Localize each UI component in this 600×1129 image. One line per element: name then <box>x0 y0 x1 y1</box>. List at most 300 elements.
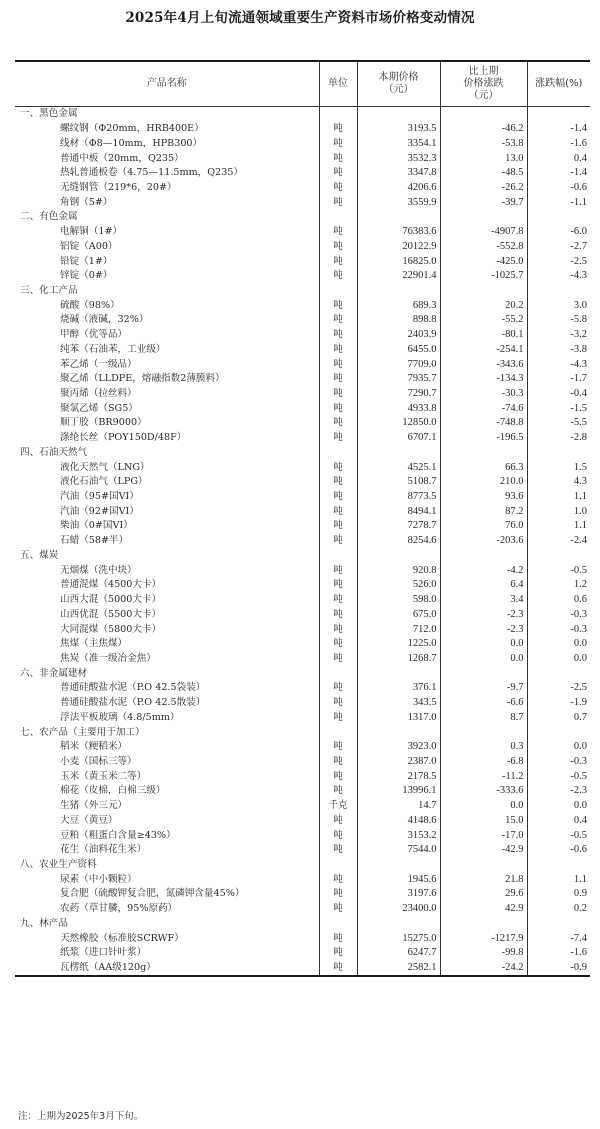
price-cell: 3193.5 <box>357 122 440 137</box>
price-cell: 4933.8 <box>357 401 440 416</box>
table-row <box>15 843 590 858</box>
percent-cell: -2.5 <box>570 255 587 267</box>
product-name: 焦炭（准一级冶金焦） <box>15 652 319 667</box>
table-row <box>15 475 590 490</box>
percent-cell: -1.6 <box>570 947 587 959</box>
category-name: 三、化工产品 <box>15 284 319 299</box>
change-cell: 3.4 <box>440 593 527 608</box>
change-cell: 20.2 <box>440 298 527 313</box>
price-cell: 20122.9 <box>357 239 440 254</box>
change-cell: 8.7 <box>440 710 527 725</box>
unit-cell: 吨 <box>319 313 357 328</box>
percent-cell: -1.4 <box>570 167 587 179</box>
category-row <box>15 858 590 873</box>
percent-cell: 1.1 <box>573 491 587 503</box>
unit-cell <box>319 549 357 564</box>
unit-cell <box>319 725 357 740</box>
table-row <box>15 740 590 755</box>
unit-cell: 吨 <box>319 681 357 696</box>
table-row <box>15 828 590 843</box>
product-name: 稻米（粳稻米） <box>15 740 319 755</box>
unit-cell: 吨 <box>319 696 357 711</box>
product-name: 山西大混（5000大卡） <box>15 593 319 608</box>
unit-cell: 吨 <box>319 622 357 637</box>
category-row <box>15 917 590 932</box>
percent-cell: 1.2 <box>573 579 587 591</box>
percent-cell: -3.8 <box>570 343 587 355</box>
unit-cell: 吨 <box>319 460 357 475</box>
table-row <box>15 931 590 946</box>
category-row <box>15 210 590 225</box>
product-name: 普通中板（20mm，Q235） <box>15 151 319 166</box>
unit-cell: 吨 <box>319 946 357 961</box>
product-name: 石蜡（58#半） <box>15 534 319 549</box>
percent-cell: 0.0 <box>573 800 587 812</box>
table-row <box>15 166 590 181</box>
unit-cell <box>319 666 357 681</box>
percent-cell: -0.9 <box>570 962 587 974</box>
price-cell: 2387.0 <box>357 755 440 770</box>
product-name: 无烟煤（洗中块） <box>15 563 319 578</box>
percent-cell: 1.1 <box>573 520 587 532</box>
change-cell: -39.7 <box>440 195 527 210</box>
percent-cell: -0.5 <box>570 564 587 576</box>
price-cell: 343.5 <box>357 696 440 711</box>
change-cell: 42.9 <box>440 902 527 917</box>
category-row <box>15 725 590 740</box>
unit-cell: 吨 <box>319 490 357 505</box>
percent-cell: -0.5 <box>570 770 587 782</box>
table-row <box>15 652 590 667</box>
table-row <box>15 814 590 829</box>
category-row <box>15 549 590 564</box>
unit-cell: 吨 <box>319 343 357 358</box>
table-body <box>15 107 590 977</box>
change-cell: 210.0 <box>440 475 527 490</box>
category-name: 七、农产品（主要用于加工） <box>15 725 319 740</box>
product-name: 硫酸（98%） <box>15 298 319 313</box>
unit-cell: 吨 <box>319 328 357 343</box>
percent-cell: -2.4 <box>570 535 587 547</box>
category-name: 六、非金属建材 <box>15 666 319 681</box>
price-cell <box>357 107 440 122</box>
change-cell: -11.2 <box>440 769 527 784</box>
percent-cell <box>527 446 590 461</box>
header-current-price: 本期价格 （元） <box>357 61 440 107</box>
price-cell: 22901.4 <box>357 269 440 284</box>
product-name: 角钢（5#） <box>15 195 319 210</box>
price-cell: 4206.6 <box>357 181 440 196</box>
unit-cell: 吨 <box>319 122 357 137</box>
unit-cell: 吨 <box>319 431 357 446</box>
change-cell: -30.3 <box>440 387 527 402</box>
table-row <box>15 563 590 578</box>
unit-cell: 吨 <box>319 784 357 799</box>
price-cell: 898.8 <box>357 313 440 328</box>
price-cell: 7935.7 <box>357 372 440 387</box>
unit-cell: 吨 <box>319 475 357 490</box>
unit-cell: 吨 <box>319 563 357 578</box>
percent-cell: 0.0 <box>573 652 587 664</box>
price-cell: 5108.7 <box>357 475 440 490</box>
table-row <box>15 784 590 799</box>
unit-cell: 吨 <box>319 843 357 858</box>
product-name: 铅锭（1#） <box>15 254 319 269</box>
price-cell: 7544.0 <box>357 843 440 858</box>
product-name: 浮法平板玻璃（4.8/5mm） <box>15 710 319 725</box>
unit-cell <box>319 917 357 932</box>
price-cell: 376.1 <box>357 681 440 696</box>
change-cell: 93.6 <box>440 490 527 505</box>
percent-cell <box>527 858 590 873</box>
change-cell: 15.0 <box>440 814 527 829</box>
change-cell: -343.6 <box>440 357 527 372</box>
change-cell: -134.3 <box>440 372 527 387</box>
change-cell: -254.1 <box>440 343 527 358</box>
product-name: 液化天然气（LNG） <box>15 460 319 475</box>
unit-cell <box>319 284 357 299</box>
product-name: 大豆（黄豆） <box>15 814 319 829</box>
unit-cell: 吨 <box>319 652 357 667</box>
unit-cell: 吨 <box>319 961 357 977</box>
product-name: 热轧普通板卷（4.75—11.5mm，Q235） <box>15 166 319 181</box>
price-cell: 2582.1 <box>357 961 440 977</box>
unit-cell: 千克 <box>319 799 357 814</box>
change-cell: 21.8 <box>440 872 527 887</box>
percent-cell: -1.5 <box>570 402 587 414</box>
change-cell: -80.1 <box>440 328 527 343</box>
price-cell: 1317.0 <box>357 710 440 725</box>
unit-cell: 吨 <box>319 151 357 166</box>
table-row <box>15 902 590 917</box>
category-row <box>15 446 590 461</box>
product-name: 无缝钢管（219*6，20#） <box>15 181 319 196</box>
table-row <box>15 872 590 887</box>
footnote: 注：上期为2025年3月下旬。 <box>18 1111 144 1122</box>
percent-cell <box>527 917 590 932</box>
table-row <box>15 387 590 402</box>
price-cell <box>357 666 440 681</box>
change-cell: 0.0 <box>440 637 527 652</box>
change-cell: 6.4 <box>440 578 527 593</box>
product-name: 焦煤（主焦煤） <box>15 637 319 652</box>
table-row <box>15 225 590 240</box>
price-cell: 1225.0 <box>357 637 440 652</box>
price-cell <box>357 284 440 299</box>
price-cell <box>357 549 440 564</box>
price-cell: 675.0 <box>357 607 440 622</box>
table-row <box>15 534 590 549</box>
change-cell: -333.6 <box>440 784 527 799</box>
product-name: 苯乙烯（一级品） <box>15 357 319 372</box>
percent-cell: 1.0 <box>573 505 587 517</box>
product-name: 豆粕（粗蛋白含量≥43%） <box>15 828 319 843</box>
unit-cell: 吨 <box>319 181 357 196</box>
percent-cell: 0.7 <box>573 711 587 723</box>
table-row <box>15 681 590 696</box>
percent-cell: -1.1 <box>570 196 587 208</box>
unit-cell: 吨 <box>319 578 357 593</box>
product-name: 线材（Φ8—10mm，HPB300） <box>15 136 319 151</box>
table-row <box>15 755 590 770</box>
category-row <box>15 666 590 681</box>
category-row <box>15 284 590 299</box>
category-name: 五、煤炭 <box>15 549 319 564</box>
product-name: 柴油（0#国VI） <box>15 519 319 534</box>
unit-cell: 吨 <box>319 710 357 725</box>
percent-cell: -0.3 <box>570 623 587 635</box>
price-cell: 1945.6 <box>357 872 440 887</box>
table-row <box>15 195 590 210</box>
percent-cell: -0.4 <box>570 388 587 400</box>
unit-cell: 吨 <box>319 828 357 843</box>
change-cell: -203.6 <box>440 534 527 549</box>
product-name: 电解铜（1#） <box>15 225 319 240</box>
change-cell <box>440 858 527 873</box>
header-change-percent: 涨跌幅(%) <box>527 61 590 107</box>
price-table <box>15 60 590 977</box>
header-unit: 单位 <box>319 61 357 107</box>
price-cell: 15275.0 <box>357 931 440 946</box>
change-cell: -425.0 <box>440 254 527 269</box>
product-name: 汽油（92#国VI） <box>15 504 319 519</box>
percent-cell: 1.1 <box>573 873 587 885</box>
table-row <box>15 490 590 505</box>
percent-cell: -2.8 <box>570 432 587 444</box>
table-row <box>15 696 590 711</box>
change-cell: -55.2 <box>440 313 527 328</box>
percent-cell: -1.4 <box>570 123 587 135</box>
change-cell: 87.2 <box>440 504 527 519</box>
unit-cell: 吨 <box>319 254 357 269</box>
change-cell: 13.0 <box>440 151 527 166</box>
unit-cell: 吨 <box>319 269 357 284</box>
change-cell: -4907.8 <box>440 225 527 240</box>
change-cell: -24.2 <box>440 961 527 977</box>
price-cell: 1268.7 <box>357 652 440 667</box>
price-cell: 12850.0 <box>357 416 440 431</box>
table-row <box>15 416 590 431</box>
category-name: 四、石油天然气 <box>15 446 319 461</box>
table-row <box>15 593 590 608</box>
change-cell <box>440 917 527 932</box>
percent-cell <box>527 725 590 740</box>
percent-cell: -5.8 <box>570 314 587 326</box>
table-row <box>15 622 590 637</box>
change-cell <box>440 284 527 299</box>
price-cell: 13996.1 <box>357 784 440 799</box>
price-cell: 4148.6 <box>357 814 440 829</box>
product-name: 顺丁胶（BR9000） <box>15 416 319 431</box>
table-row <box>15 239 590 254</box>
price-cell: 2403.9 <box>357 328 440 343</box>
table-row <box>15 328 590 343</box>
price-cell <box>357 210 440 225</box>
unit-cell: 吨 <box>319 755 357 770</box>
product-name: 汽油（95#国VI） <box>15 490 319 505</box>
header-product-name: 产品名称 <box>15 61 319 107</box>
unit-cell <box>319 107 357 122</box>
table-row <box>15 887 590 902</box>
unit-cell: 吨 <box>319 931 357 946</box>
table-row <box>15 254 590 269</box>
percent-cell: -3.2 <box>570 329 587 341</box>
unit-cell: 吨 <box>319 814 357 829</box>
percent-cell: -0.5 <box>570 829 587 841</box>
product-name: 瓦楞纸（AA级120g） <box>15 961 319 977</box>
table-row <box>15 961 590 977</box>
price-cell: 3354.1 <box>357 136 440 151</box>
table-row <box>15 607 590 622</box>
unit-cell: 吨 <box>319 401 357 416</box>
unit-cell: 吨 <box>319 195 357 210</box>
table-row <box>15 946 590 961</box>
unit-cell: 吨 <box>319 519 357 534</box>
change-cell: -552.8 <box>440 239 527 254</box>
table-row <box>15 298 590 313</box>
table-row <box>15 637 590 652</box>
unit-cell: 吨 <box>319 136 357 151</box>
change-cell <box>440 549 527 564</box>
unit-cell: 吨 <box>319 225 357 240</box>
unit-cell: 吨 <box>319 887 357 902</box>
product-name: 山西优混（5500大卡） <box>15 607 319 622</box>
unit-cell: 吨 <box>319 872 357 887</box>
change-cell: -6.6 <box>440 696 527 711</box>
change-cell: -53.8 <box>440 136 527 151</box>
unit-cell: 吨 <box>319 902 357 917</box>
product-name: 天然橡胶（标准胶SCRWF） <box>15 931 319 946</box>
change-cell <box>440 446 527 461</box>
percent-cell: -7.4 <box>570 932 587 944</box>
unit-cell: 吨 <box>319 166 357 181</box>
unit-cell: 吨 <box>319 387 357 402</box>
unit-cell: 吨 <box>319 239 357 254</box>
table-row <box>15 372 590 387</box>
unit-cell: 吨 <box>319 372 357 387</box>
price-cell: 3559.9 <box>357 195 440 210</box>
change-cell: -42.9 <box>440 843 527 858</box>
product-name: 普通硅酸盐水泥（P.O 42.5散装） <box>15 696 319 711</box>
change-cell: -17.0 <box>440 828 527 843</box>
price-cell: 3923.0 <box>357 740 440 755</box>
unit-cell: 吨 <box>319 769 357 784</box>
product-name: 锌锭（0#） <box>15 269 319 284</box>
product-name: 农药（草甘膦，95%原药） <box>15 902 319 917</box>
price-cell: 920.8 <box>357 563 440 578</box>
unit-cell <box>319 446 357 461</box>
change-cell: -196.5 <box>440 431 527 446</box>
product-name: 小麦（国标三等） <box>15 755 319 770</box>
unit-cell: 吨 <box>319 416 357 431</box>
percent-cell <box>527 284 590 299</box>
unit-cell <box>319 210 357 225</box>
percent-cell: -0.3 <box>570 755 587 767</box>
percent-cell: -1.9 <box>570 697 587 709</box>
price-cell: 8254.6 <box>357 534 440 549</box>
change-cell: 0.0 <box>440 799 527 814</box>
percent-cell: 0.9 <box>573 888 587 900</box>
percent-cell: 3.0 <box>573 299 587 311</box>
percent-cell: -4.3 <box>570 358 587 370</box>
change-cell: -748.8 <box>440 416 527 431</box>
percent-cell: 0.4 <box>573 152 587 164</box>
product-name: 棉花（皮棉，白棉三级） <box>15 784 319 799</box>
percent-cell: -0.3 <box>570 608 587 620</box>
product-name: 大同混煤（5800大卡） <box>15 622 319 637</box>
percent-cell: 1.5 <box>573 461 587 473</box>
price-cell: 598.0 <box>357 593 440 608</box>
percent-cell: -0.6 <box>570 844 587 856</box>
product-name: 复合肥（硫酸钾复合肥，氮磷钾含量45%） <box>15 887 319 902</box>
product-name: 纯苯（石油苯，工业级） <box>15 343 319 358</box>
unit-cell: 吨 <box>319 607 357 622</box>
price-cell: 6247.7 <box>357 946 440 961</box>
table-row <box>15 151 590 166</box>
price-cell: 76383.6 <box>357 225 440 240</box>
table-row <box>15 769 590 784</box>
price-cell: 526.0 <box>357 578 440 593</box>
category-name: 二、有色金属 <box>15 210 319 225</box>
change-cell <box>440 210 527 225</box>
unit-cell: 吨 <box>319 593 357 608</box>
product-name: 聚氯乙烯（SG5） <box>15 401 319 416</box>
percent-cell: -2.7 <box>570 240 587 252</box>
table-row <box>15 343 590 358</box>
product-name: 甲醇（优等品） <box>15 328 319 343</box>
price-cell: 4525.1 <box>357 460 440 475</box>
change-cell: -2.3 <box>440 607 527 622</box>
change-cell: 76.0 <box>440 519 527 534</box>
product-name: 纸浆（进口针叶浆） <box>15 946 319 961</box>
change-cell: -99.8 <box>440 946 527 961</box>
percent-cell <box>527 210 590 225</box>
table-row <box>15 504 590 519</box>
percent-cell <box>527 107 590 122</box>
header-price-change: 比上期 价格涨跌 （元） <box>440 61 527 107</box>
price-cell: 23400.0 <box>357 902 440 917</box>
price-cell: 6455.0 <box>357 343 440 358</box>
unit-cell: 吨 <box>319 357 357 372</box>
table-row <box>15 401 590 416</box>
table-row <box>15 578 590 593</box>
price-cell: 689.3 <box>357 298 440 313</box>
category-name: 八、农业生产资料 <box>15 858 319 873</box>
price-cell: 8773.5 <box>357 490 440 505</box>
change-cell: 29.6 <box>440 887 527 902</box>
percent-cell: -0.6 <box>570 181 587 193</box>
percent-cell: 0.2 <box>573 903 587 915</box>
price-cell <box>357 725 440 740</box>
percent-cell: 0.6 <box>573 594 587 606</box>
table-header <box>15 61 590 107</box>
percent-cell: -4.3 <box>570 270 587 282</box>
table-row <box>15 710 590 725</box>
table-row <box>15 269 590 284</box>
price-cell: 7709.0 <box>357 357 440 372</box>
percent-cell: -5.5 <box>570 417 587 429</box>
change-cell <box>440 666 527 681</box>
percent-cell: -6.0 <box>570 226 587 238</box>
change-cell: -4.2 <box>440 563 527 578</box>
category-name: 九、林产品 <box>15 917 319 932</box>
unit-cell: 吨 <box>319 740 357 755</box>
price-cell: 3532.3 <box>357 151 440 166</box>
product-name: 烧碱（液碱，32%） <box>15 313 319 328</box>
product-name: 螺纹钢（Φ20mm，HRB400E） <box>15 122 319 137</box>
price-cell: 712.0 <box>357 622 440 637</box>
category-name: 一、黑色金属 <box>15 107 319 122</box>
